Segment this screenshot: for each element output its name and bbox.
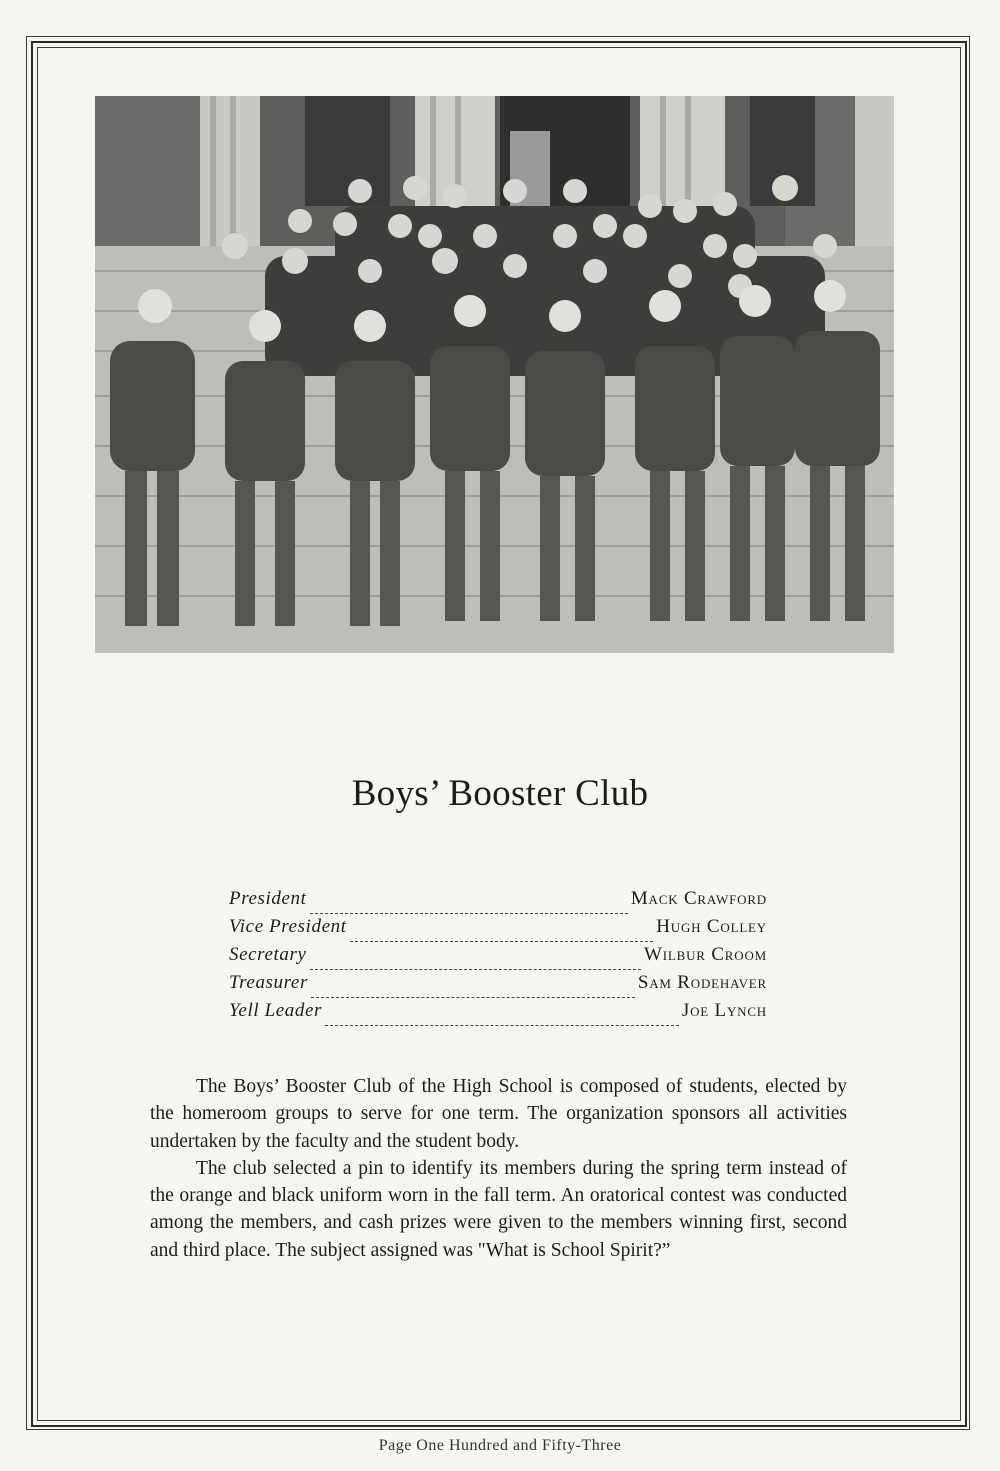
officer-role: Treasurer [229,972,308,993]
description-paragraph: The Boys’ Booster Club of the High School is composed of students, elected by the homeroom groups to serve for one term. The organization sponsors all activities undertaken by the faculty and the student body. [150,1076,847,1152]
club-title: Boys’ Booster Club [351,773,649,814]
officer-row-treasurer [229,972,767,1000]
officer-role: Vice President [229,916,347,937]
officer-role: President [229,888,307,909]
page-number: Page One Hundred and Fifty-Three [378,1437,622,1454]
dotted-leader [310,958,642,970]
dotted-leader [350,930,654,942]
officer-row-secretary [229,944,767,972]
group-photo [95,96,894,653]
dotted-leader [325,1014,679,1026]
club-description [150,1073,847,1264]
dotted-leader [311,986,635,998]
description-paragraph: The club selected a pin to identify its members during the spring term instead of the orange and black uniform worn in the fall term. An oratorical contest was conducted among the members, and cash prizes were given to the members winning first, second and third place. The subject assigned was "What is School Spirit?” [150,1157,847,1261]
officer-name: Mack Crawford [630,888,767,909]
officer-name: Joe Lynch [681,1000,767,1021]
officer-role: Secretary [229,944,307,965]
officer-role: Yell Leader [229,1000,322,1021]
officer-row-vice-president [229,916,767,944]
officer-name: Wilbur Croom [644,944,767,965]
officer-row-president [229,888,767,916]
officer-name: Sam Rodehaver [637,972,767,993]
officer-name: Hugh Colley [656,916,767,937]
dotted-leader [310,902,628,914]
officer-list [229,888,767,1028]
officer-row-yell-leader [229,1000,767,1028]
